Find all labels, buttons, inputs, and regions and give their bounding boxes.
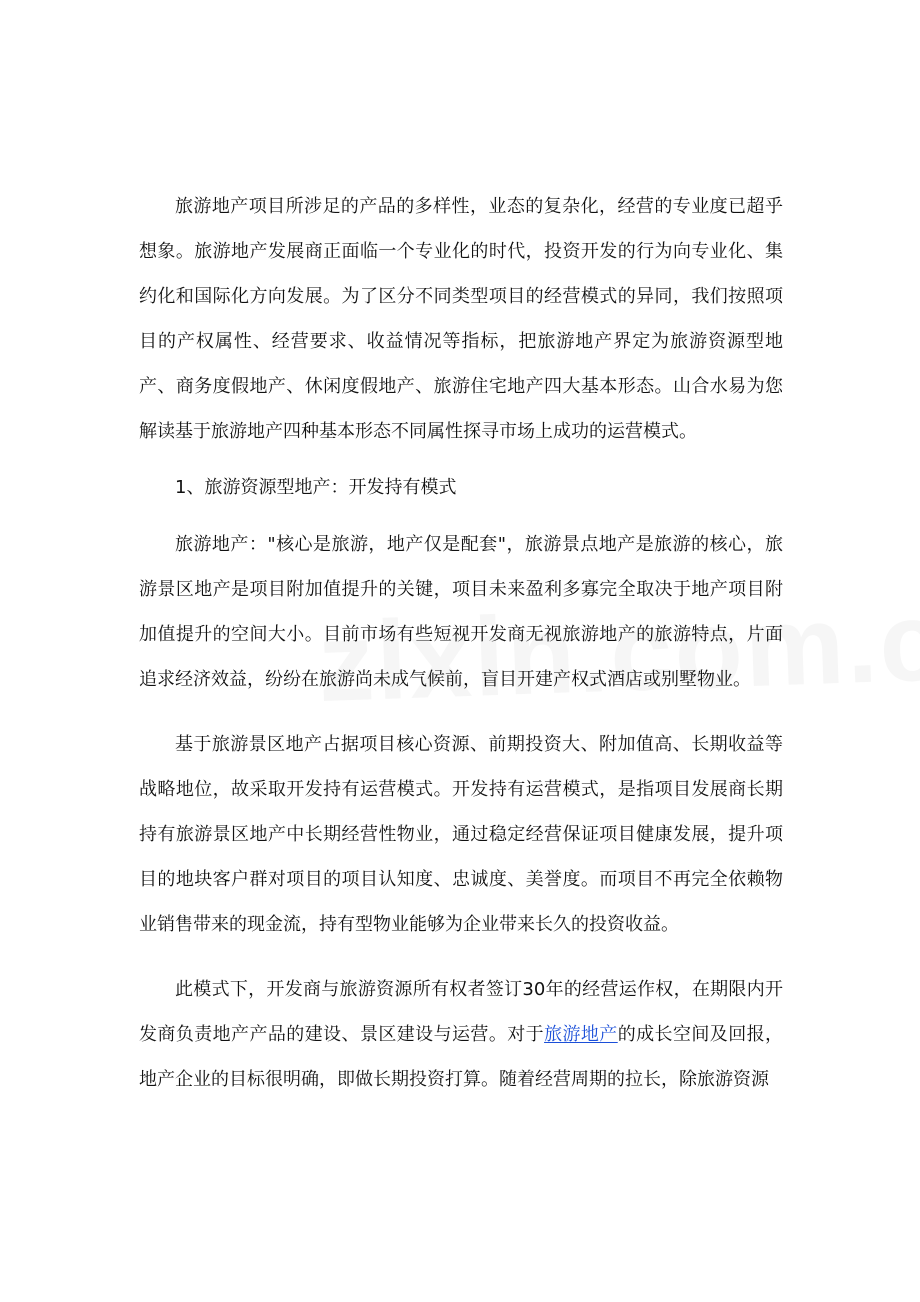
final-paragraph bbox=[139, 967, 783, 1102]
section-paragraph-1: 旅游地产："核心是旅游，地产仅是配套"，旅游景点地产是旅游的核心，旅游景区地产是项目附加值提升的关键，项目未来盈利多寡完全取决于地产项目附加值提升的空间大小。目前市场有些短视开发商无视旅游地产的旅游特点，片面追求经济效益，纷纷在旅游尚未成气候前，盲目开建产权式酒店或别墅物业。 bbox=[139, 534, 783, 690]
final-paragraph-text-after-link: 的成长空间及回报，地产企业的目标很明确，即做长期投资打算。随着经营周期的拉长，除旅游资源 bbox=[139, 1024, 784, 1090]
final-paragraph-text-before-link: 此模式下，开发商与旅游资源所有权者签订30年的经营运作权，在期限内开发商负责地产产品的建设、景区建设与运营。对于 bbox=[139, 979, 783, 1045]
article-body bbox=[139, 184, 783, 1102]
section-heading: 1、旅游资源型地产：开发持有模式 bbox=[175, 477, 457, 498]
intro-paragraph: 旅游地产项目所涉足的产品的多样性，业态的复杂化，经营的专业度已超乎想象。旅游地产发展商正面临一个专业化的时代，投资开发的行为向专业化、集约化和国际化方向发展。为了区分不同类型项目的经营模式的异同，我们按照项目的产权属性、经营要求、收益情况等指标，把旅游地产界定为旅游资源型地产、商务度假地产、休闲度假地产、旅游住宅地产四大基本形态。山合水易为您解读基于旅游地产四种基本形态不同属性探寻市场上成功的运营模式。 bbox=[139, 196, 783, 442]
tourism-real-estate-link[interactable]: 旅游地产 bbox=[544, 1024, 618, 1045]
section-paragraph-2: 基于旅游景区地产占据项目核心资源、前期投资大、附加值高、长期收益等战略地位，故采取开发持有运营模式。开发持有运营模式，是指项目发展商长期持有旅游景区地产中长期经营性物业，通过稳定经营保证项目健康发展，提升项目的地块客户群对项目的项目认知度、忠诚度、美誉度。而项目不再完全依赖物业销售带来的现金流，持有型物业能够为企业带来长久的投资收益。 bbox=[139, 734, 783, 935]
